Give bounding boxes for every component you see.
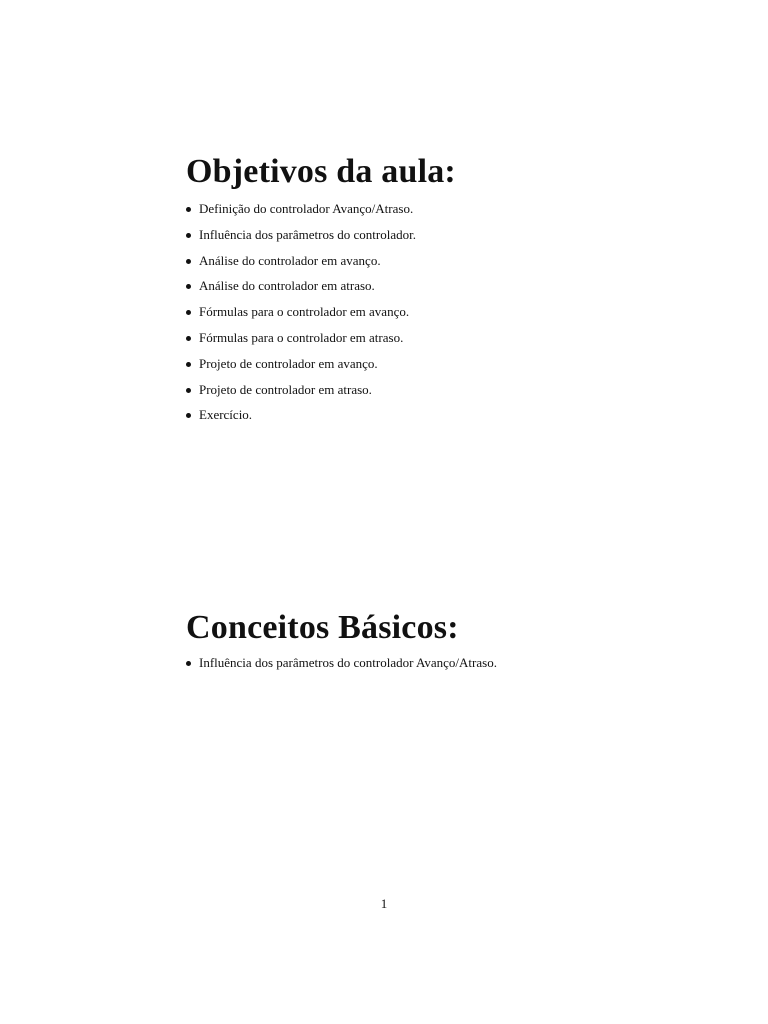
list-item — [186, 653, 497, 679]
page-number: 1 — [380, 896, 388, 911]
bullet-icon — [186, 362, 191, 367]
bullet-icon — [186, 284, 191, 289]
list-item — [186, 302, 416, 328]
list-item — [186, 276, 416, 302]
bullet-icon — [186, 259, 191, 264]
list-item-text: Fórmulas para o controlador em atraso. — [199, 329, 404, 345]
list-item-text: Fórmulas para o controlador em avanço. — [199, 304, 410, 320]
list-item — [186, 405, 416, 431]
list-item-text: Análise do controlador em atraso. — [199, 278, 375, 294]
list-item — [186, 199, 416, 225]
list-item — [186, 251, 416, 277]
list-item — [186, 225, 416, 251]
list-item-text: Projeto de controlador em avanço. — [199, 355, 378, 371]
bullet-icon — [186, 661, 191, 666]
section-title-conceitos: Conceitos Básicos: — [186, 609, 459, 646]
list-item — [186, 328, 416, 354]
bullet-icon — [186, 310, 191, 315]
objectives-list — [186, 199, 416, 431]
section-title-objetivos: Objetivos da aula: — [186, 153, 456, 190]
list-item-text: Influência dos parâmetros do controlador Avanço/Atraso. — [199, 655, 497, 670]
list-item-text: Análise do controlador em avanço. — [199, 252, 381, 268]
list-item-text: Exercício. — [199, 407, 253, 423]
bullet-icon — [186, 388, 191, 393]
bullet-icon — [186, 336, 191, 341]
bullet-icon — [186, 207, 191, 212]
list-item-text: Projeto de controlador em atraso. — [199, 381, 372, 397]
bullet-icon — [186, 413, 191, 418]
bullet-icon — [186, 233, 191, 238]
list-item — [186, 354, 416, 380]
list-item — [186, 380, 416, 406]
list-item-text: Definição do controlador Avanço/Atraso. — [199, 201, 414, 216]
list-item-text: Influência dos parâmetros do controlador. — [199, 226, 416, 242]
concepts-list — [186, 653, 497, 679]
